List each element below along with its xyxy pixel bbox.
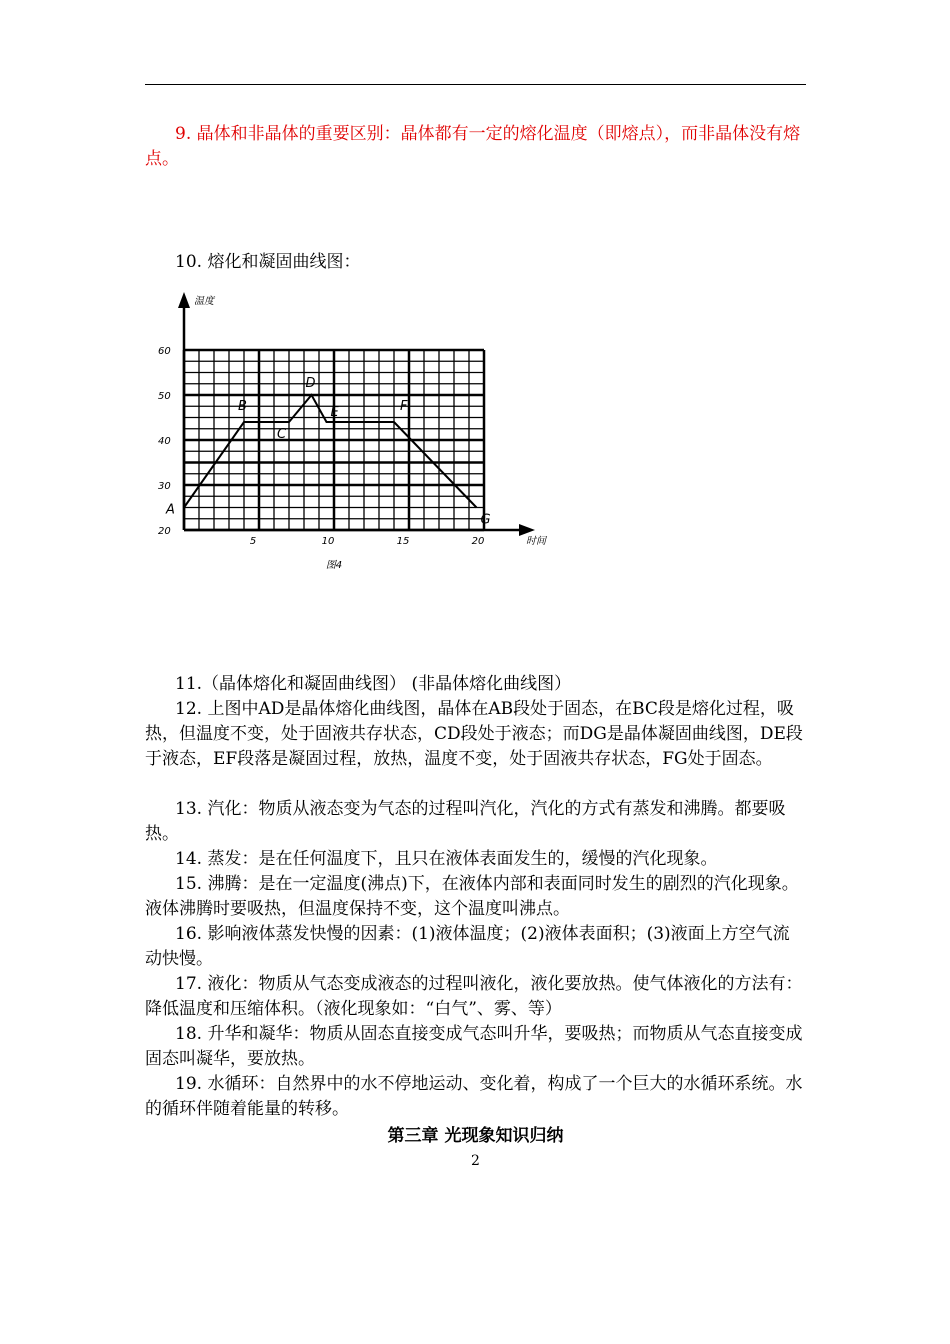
point-label: C xyxy=(277,427,287,442)
x-axis-arrow xyxy=(519,524,535,536)
chart-title: 图4 xyxy=(325,560,343,571)
paragraph-9: 9. 晶体和非晶体的重要区别：晶体都有一定的熔化温度（即熔点），而非晶体没有熔点。 xyxy=(145,124,801,169)
y-axis-label: 温度 xyxy=(194,296,214,307)
page-number: 2 xyxy=(471,1153,480,1169)
y-tick-label: 30 xyxy=(158,481,171,492)
y-tick-label: 60 xyxy=(158,346,171,357)
paragraph-15: 15. 沸腾：是在一定温度(沸点)下，在液体内部和表面同时发生的剧烈的汽化现象。液体沸腾时要吸热，但温度保持不变，这个温度叫沸点。 xyxy=(145,874,799,919)
header-rule xyxy=(145,84,806,85)
x-axis-label: 时间 xyxy=(526,536,546,547)
chapter-heading: 第三章 光现象知识归纳 xyxy=(387,1126,564,1146)
point-label: A xyxy=(166,502,175,518)
x-tick-label: 15 xyxy=(396,536,410,547)
melting-solidification-chart xyxy=(150,280,550,580)
y-tick-label: 40 xyxy=(158,436,171,447)
point-label: D xyxy=(305,376,316,391)
point-label: F xyxy=(400,399,408,414)
point-label: E xyxy=(330,405,339,420)
y-tick-label: 50 xyxy=(158,391,171,402)
paragraph-10: 10. 熔化和凝固曲线图： xyxy=(175,252,361,272)
point-label: B xyxy=(238,399,247,414)
y-tick-label: 20 xyxy=(158,526,171,537)
x-tick-label: 20 xyxy=(471,536,485,547)
paragraph-12: 12. 上图中AD是晶体熔化曲线图，晶体在AB段处于固态，在BC段是熔化过程，吸热，但温度不变，处于固液共存状态，CD段处于液态；而DG是晶体凝固曲线图，DE段于液态，EF段落是凝固过程，放热，温度不变，处于固液共存状态，FG处于固态。 xyxy=(145,699,803,769)
point-label: G xyxy=(480,512,491,528)
paragraph-19: 19. 水循环：自然界中的水不停地运动、变化着，构成了一个巨大的水循环系统。水的循环伴随着能量的转移。 xyxy=(145,1074,803,1119)
paragraph-11: 11.（晶体熔化和凝固曲线图） (非晶体熔化曲线图） xyxy=(175,674,572,694)
paragraph-18: 18. 升华和凝华：物质从固态直接变成气态叫升华，要吸热；而物质从气态直接变成固态叫凝华，要放热。 xyxy=(145,1024,803,1069)
paragraph-17: 17. 液化：物质从气态变成液态的过程叫液化，液化要放热。使气体液化的方法有：降低温度和压缩体积。（液化现象如：“白气”、雾、等） xyxy=(145,974,803,1019)
x-tick-label: 10 xyxy=(321,536,335,547)
paragraph-13: 13. 汽化：物质从液态变为气态的过程叫汽化，汽化的方式有蒸发和沸腾。都要吸热。 xyxy=(145,799,786,844)
paragraph-14: 14. 蒸发：是在任何温度下，且只在液体表面发生的，缓慢的汽化现象。 xyxy=(175,849,718,869)
paragraph-16: 16. 影响液体蒸发快慢的因素：(1)液体温度；(2)液体表面积；(3)液面上方空气流动快慢。 xyxy=(145,924,790,969)
x-tick-label: 5 xyxy=(249,536,257,547)
y-axis-arrow xyxy=(178,292,190,308)
